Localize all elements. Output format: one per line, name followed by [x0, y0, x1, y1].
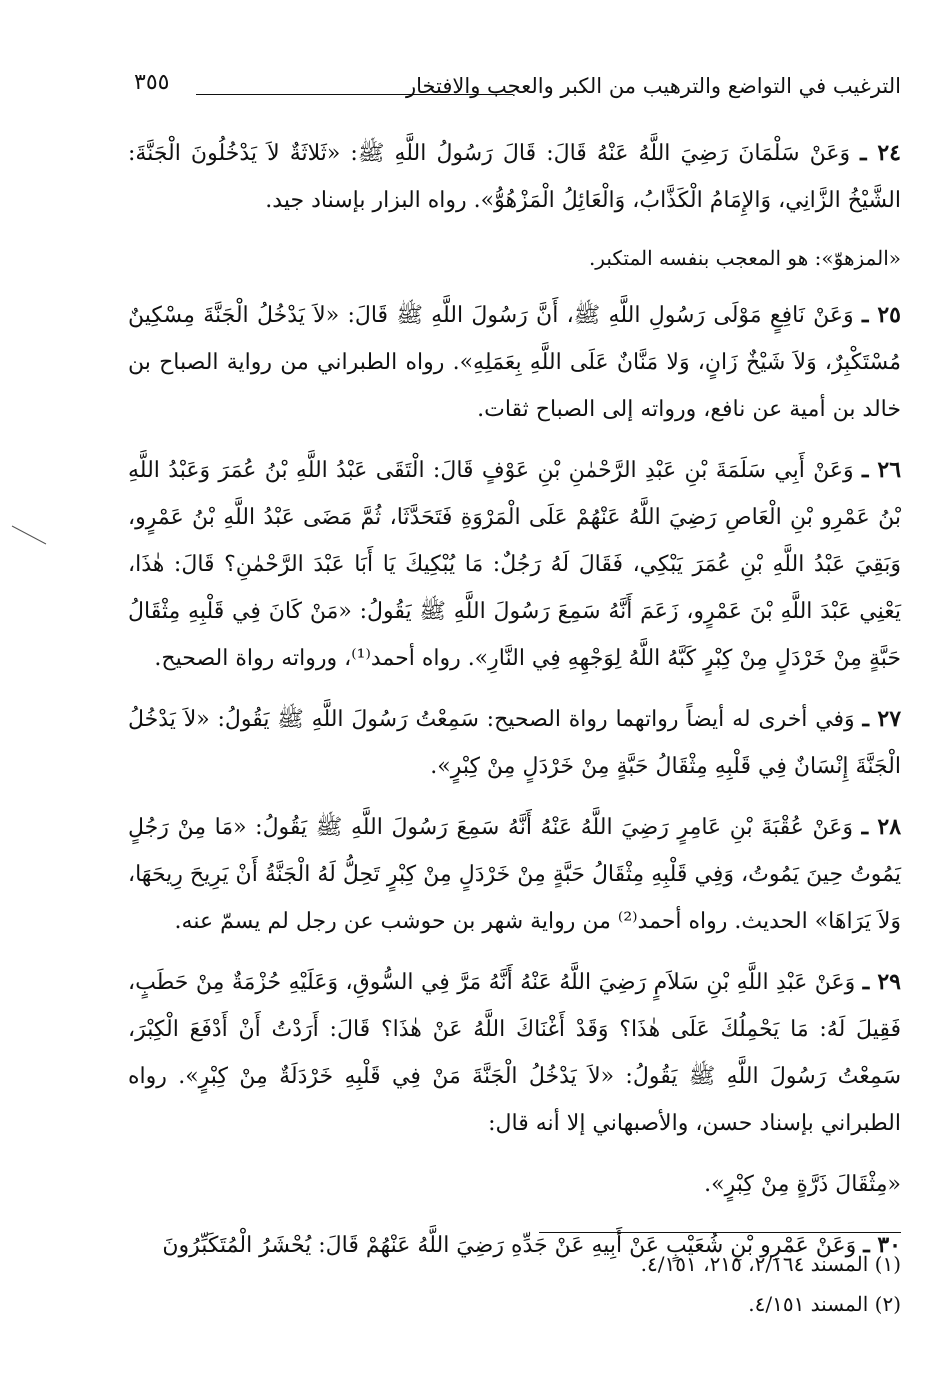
hadith-number: ٢٤ ـ — [860, 140, 901, 166]
hadith-text: وَعَنْ أَبِي سَلَمَةَ بْنِ عَبْدِ الرَّحْمٰنِ بْنِ عَوْفٍ قَالَ: الْتَقَى عَبْدُ اللَّهِ بْنُ عُمَرَ وَعَبْدُ اللَّهِ بْنُ عَمْرِو بْنِ الْعَاصِ رَضِيَ اللَّهُ عَنْهُمْ عَلَى الْمَرْوَةِ فَتَحَدَّثَا، ثُمَّ مَضَى عَبْدُ اللَّهِ بْنُ عَمْرٍو، وَبَقِيَ عَبْدُ اللَّهِ بْنِ عُمَرَ يَبْكِي، فَقَالَ لَهُ رَجُلٌ: مَا يُبْكِيكَ يَا أَبَا عَبْدَ الرَّحْمٰنِ؟ قَالَ: هٰذَا، يَعْنِي عَبْدَ اللَّهِ بْنَ عَمْرٍو، زَعَمَ أَنَّهُ سَمِعَ رَسُولَ اللَّهِ ﷺ يَقُولُ: «مَنْ كَانَ فِي قَلْبِهِ مِثْقَالُ حَبَّةٍ مِنْ خَرْدَلٍ مِنْ كِبْرٍ كَبَّهُ اللَّهُ لِوَجْهِهِ فِي النَّارِ». رواه أحمد⁽¹⁾، ورواته رواة الصحيح. — [128, 458, 901, 671]
hadith-number: ٢٩ ـ — [862, 969, 901, 995]
hadith-text: وَفي أخرى له أيضاً رواتهما رواة الصحيح: سَمِعْتُ رَسُولَ اللَّهِ ﷺ يَقُولُ: «لاَ يَدْخُلُ الْجَنَّةَ إِنْسَانٌ فِي قَلْبِهِ مِثْقَالُ حَبَّةٍ مِنْ خَرْدَلٍ مِنْ كِبْرٍ». — [128, 707, 901, 779]
footnote-1: (١) المسند ٢/١٦٤، ٢١٥، ٤/١٥١. — [640, 1252, 901, 1276]
hadith-29-variant — [128, 1161, 901, 1208]
gloss-note — [128, 238, 901, 278]
hadith-number: ٢٥ ـ — [861, 302, 901, 328]
footnote-2: (٢) المسند ٤/١٥١. — [748, 1292, 901, 1316]
note-text: «المزهوّ»: هو المعجب بنفسه المتكبر. — [588, 246, 901, 270]
hadith-text: وَعَنْ عَمْرِو بْنِ شُعَيْبٍ عَنْ أَبِيهِ عَنْ جَدِّهِ رَضِيَ اللَّهُ عَنْهُمْ قَالَ: يُحْشَرُ الْمُتَكَبِّرُونَ — [162, 1233, 857, 1258]
hadith-text: وَعَنْ عُقْبَةَ بْنِ عَامِرٍ رَضِيَ اللَّهُ عَنْهُ أَنَّهُ سَمِعَ رَسُولَ اللَّهِ ﷺ يَقُولُ: «مَا مِنْ رَجُلٍ يَمُوتُ حِينَ يَمُوتُ، وَفِي قَلْبِهِ مِثْقَالُ حَبَّةٍ مِنْ خَرْدَلٍ مِنْ كِبْرٍ تَحِلُّ لَهُ الْجَنَّةُ أَنْ يَرِيحَ رِيحَهَا، وَلاَ يَرَاهَا» الحديث. رواه أحمد⁽²⁾ من رواية شهر بن حوشب عن رجل لم يسمّ عنه. — [128, 815, 901, 934]
hadith-26 — [128, 447, 901, 682]
hadith-28 — [128, 804, 901, 945]
page-body — [128, 130, 901, 1283]
hadith-number: ٢٨ ـ — [861, 814, 902, 840]
hadith-text: وَعَنْ سَلْمَانَ رَضِيَ اللَّهُ عَنْهُ قَالَ: قَالَ رَسُولُ اللَّهِ ﷺ: «ثَلاثَةٌ لاَ يَدْخُلُونَ الْجَنَّةَ: الشَّيْخُ الزَّانِي، وَالإِمَامُ الْكَذَّابُ، وَالْعَائِلُ الْمَزْهُوُّ». رواه البزار بإسناد جيد. — [128, 141, 901, 213]
footnotes — [301, 1244, 901, 1324]
page-number: ٣٥٥ — [134, 70, 170, 95]
hadith-text: وَعَنْ نَافِعٍ مَوْلَى رَسُولِ اللَّهِ ﷺ، أَنَّ رَسُولَ اللَّهِ ﷺ قَالَ: «لاَ يَدْخُلُ الْجَنَّةَ مِسْكِينٌ مُسْتَكْبِرٌ، وَلاَ شَيْخٌ زَانٍ، وَلا مَنَّانٌ عَلَى اللَّهِ بِعَمَلِهِ». رواه الطبراني من رواية الصباح بن خالد بن أمية عن نافع، ورواته إلى الصباح ثقات. — [128, 303, 901, 422]
hadith-text: وَعَنْ عَبْدِ اللَّهِ بْنِ سَلاَمٍ رَضِيَ اللَّهُ عَنْهُ أَنَّهُ مَرَّ فِي السُّوقِ، وَعَلَيْهِ حُزْمَةٌ مِنْ حَطَبٍ، فَقِيلَ لَهُ: مَا يَحْمِلُكَ عَلَى هٰذَا؟ وَقَدْ أَغْنَاكَ اللَّهُ عَنْ هٰذَا؟ قَالَ: أَرَدْتُ أَنْ أَدْفَعَ الْكِبْرَ، سَمِعْتُ رَسُولَ اللَّهِ ﷺ يَقُولُ: «لاَ يَدْخُلُ الْجَنَّةَ مَنْ فِي قَلْبِهِ خَرْدَلَةٌ مِنْ كِبْرٍ». رواه الطبراني بإسناد حسن، والأصبهاني إلا أنه قال: — [128, 970, 901, 1136]
header-title: الترغيب في التواضع والترهيب من الكبر والعجب والافتخار — [405, 74, 901, 98]
hadith-25 — [128, 292, 901, 433]
footnote-rule — [539, 1232, 901, 1233]
hadith-24 — [128, 130, 901, 224]
running-header — [134, 70, 901, 114]
hadith-29 — [128, 959, 901, 1147]
hadith-text: «مِثْقَالَ ذَرَّةٍ مِنْ كِبْرٍ». — [704, 1172, 901, 1197]
hadith-27 — [128, 696, 901, 790]
hadith-number: ٢٧ ـ — [862, 706, 902, 732]
hadith-number: ٣٠ ـ — [863, 1232, 901, 1258]
margin-pencil-mark — [10, 524, 50, 546]
hadith-number: ٢٦ ـ — [861, 457, 902, 483]
header-rule — [196, 94, 513, 95]
